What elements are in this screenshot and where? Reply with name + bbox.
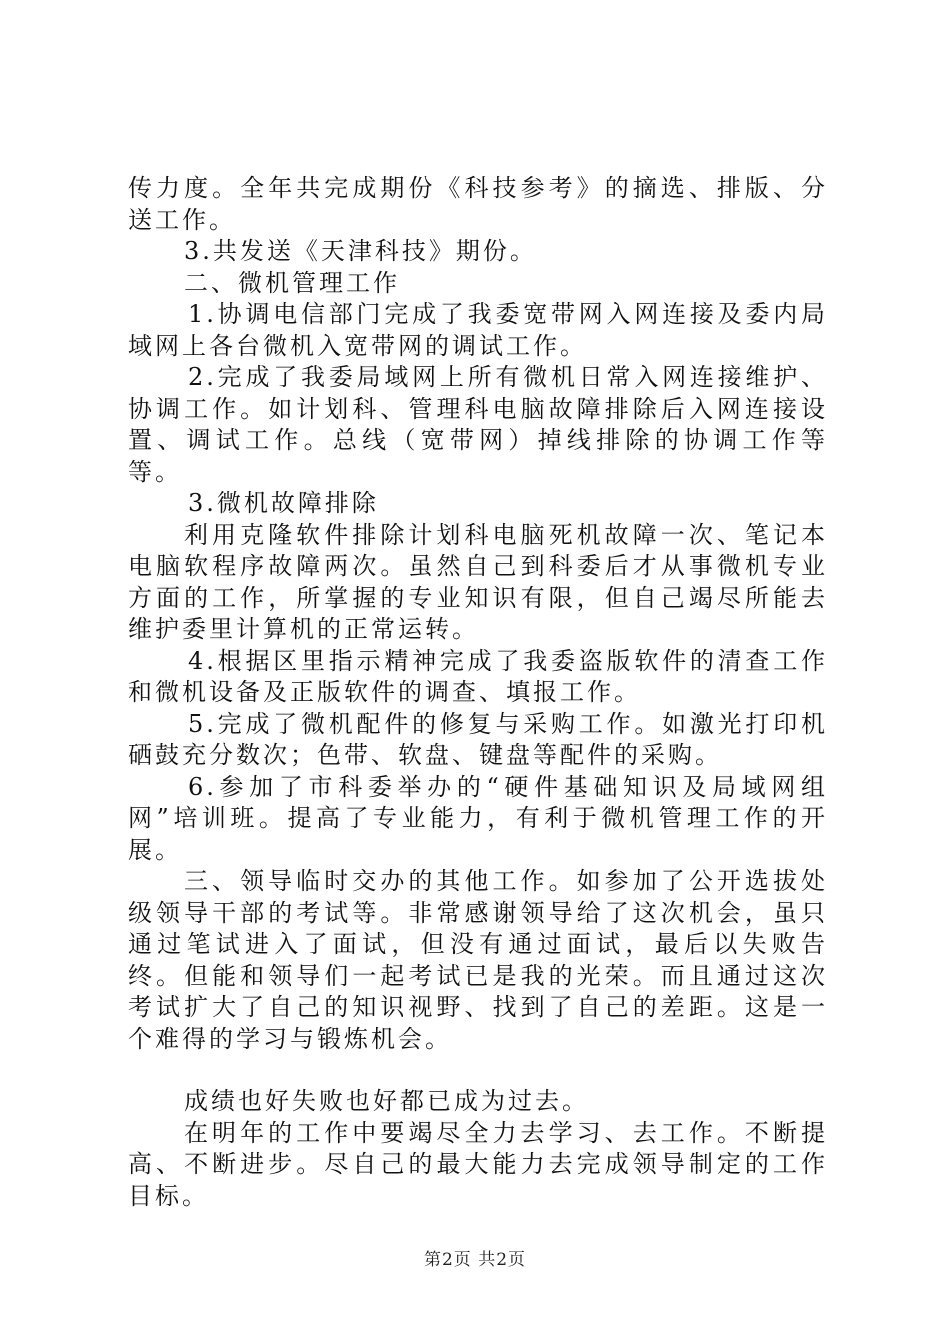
paragraph-continuation: 传力度。全年共完成期份《科技参考》的摘选、排版、分送工作。 <box>128 174 828 234</box>
document-body <box>128 173 828 1212</box>
paragraph-gap <box>128 1055 828 1086</box>
paragraph-next-year-goals: 在明年的工作中要竭尽全力去学习、去工作。不断提高、不断进步。尽自己的最大能力去完成领导制定的工作目标。 <box>128 1118 828 1210</box>
paragraph-item-5-parts-repair: 5.完成了微机配件的修复与采购工作。如激光打印机硒鼓充分数次；色带、软盘、键盘等配件的采购。 <box>128 709 828 769</box>
paragraph-item-3-tianjin-tech: 3.共发送《天津科技》期份。 <box>184 237 537 265</box>
paragraph-item-4-software-audit: 4.根据区里指示精神完成了我委盗版软件的清查工作和微机设备及正版软件的调查、填报工作。 <box>128 646 828 706</box>
paragraph-item-1-broadband: 1.协调电信部门完成了我委宽带网入网连接及委内局域网上各台微机入宽带网的调试工作。 <box>128 300 828 360</box>
paragraph-item-6-training: 6.参加了市科委举办的“硬件基础知识及局域网组网”培训班。提高了专业能力，有利于微机管理工作的开展。 <box>128 772 828 864</box>
section-heading-computer-management: 二、微机管理工作 <box>184 268 400 297</box>
section-heading-temporary-tasks: 三、领导临时交办的其他工作。如参加了公开选拔处级领导干部的考试等。非常感谢领导给了这次机会，虽只通过笔试进入了面试，但没有通过面试，最后以失败告终。但能和领导们一起考试已是我的光荣。而且通过这次考试扩大了自己的知识视野、找到了自己的差距。这是一个难得的学习与锻炼机会。 <box>128 867 828 1053</box>
paragraph-item-3-troubleshooting: 3.微机故障排除 <box>188 489 379 517</box>
paragraph-item-2-lan-maintenance: 2.完成了我委局域网上所有微机日常入网连接维护、协调工作。如计划科、管理科电脑故障排除后入网连接设置、调试工作。总线（宽带网）掉线排除的协调工作等等。 <box>128 363 828 486</box>
paragraph-conclusion: 成绩也好失败也好都已成为过去。 <box>184 1087 589 1115</box>
page-footer: 第2页 共2页 <box>423 1250 527 1270</box>
paragraph-troubleshooting-detail: 利用克隆软件排除计划科电脑死机故障一次、笔记本电脑软程序故障两次。虽然自己到科委后才从事微机专业方面的工作，所掌握的专业知识有限，但自己竭尽所能去维护委里计算机的正常运转。 <box>128 520 828 643</box>
